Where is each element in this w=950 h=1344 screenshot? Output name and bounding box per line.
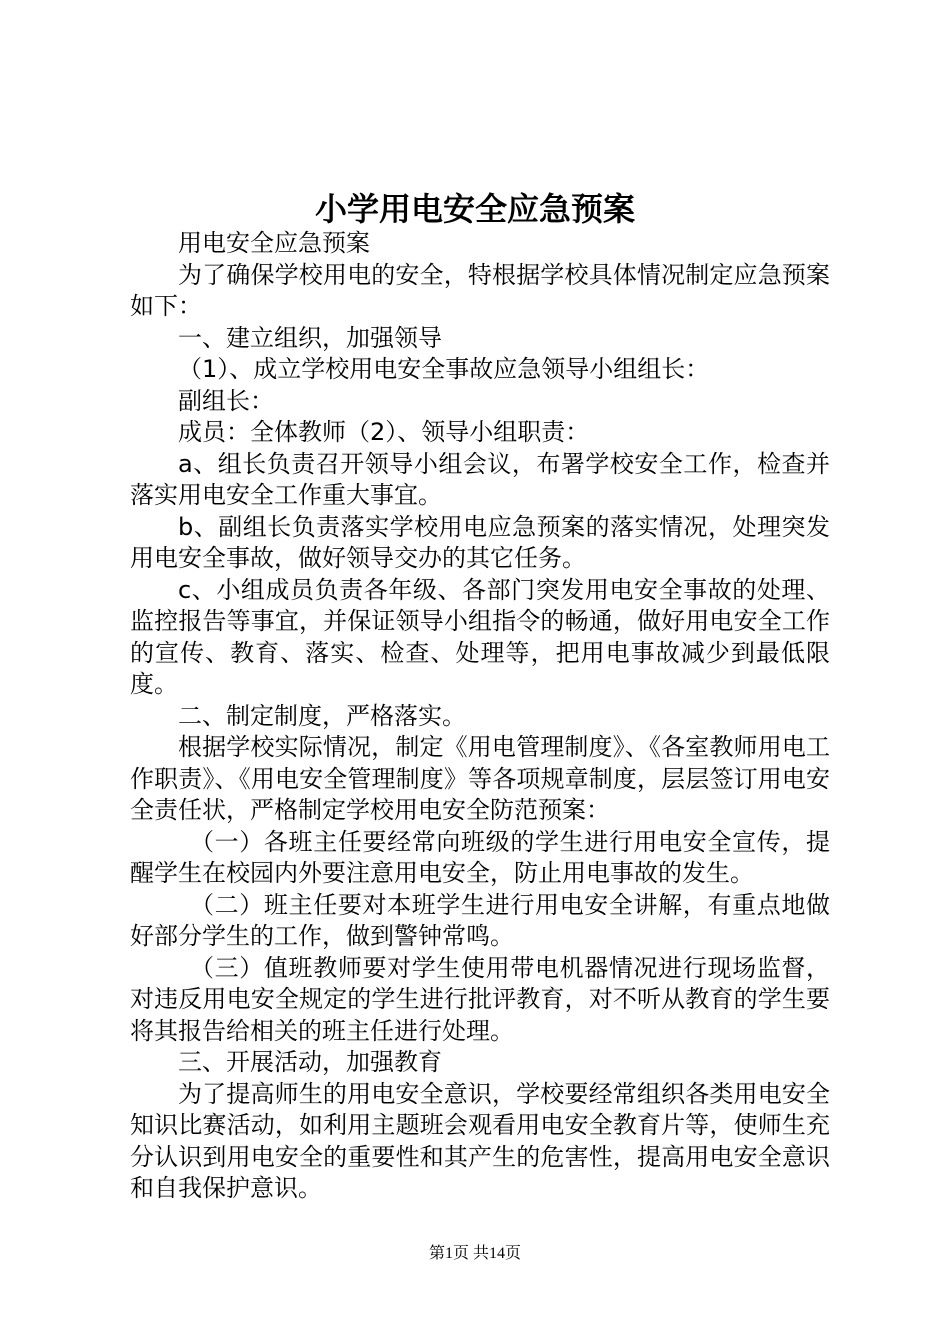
paragraph: 为了提高师生的用电安全意识，学校要经常组织各类用电安全知识比赛活动，如利用主题班会观看用电安全教育片等，使师生充分认识到用电安全的重要性和其产生的危害性，提高用电安全意识和自我保护意识。 [130,1079,830,1202]
paragraph: （一）各班主任要经常向班级的学生进行用电安全宣传，提醒学生在校园内外要注意用电安全，防止用电事故的发生。 [130,827,830,887]
paragraph: （三）值班教师要对学生使用带电机器情况进行现场监督，对违反用电安全规定的学生进行批评教育，对不听从教育的学生要将其报告给相关的班主任进行处理。 [130,953,830,1045]
paragraph: （二）班主任要对本班学生进行用电安全讲解，有重点地做好部分学生的工作，做到警钟常鸣。 [130,890,830,950]
document-title: 小学用电安全应急预案 [314,190,635,228]
paragraph: 副组长： [178,386,274,415]
paragraph: 二、制定制度，严格落实。 [178,701,466,730]
page-number-footer: 第1页 共14页 [428,1245,521,1262]
paragraph: a、组长负责召开领导小组会议，布署学校安全工作，检查并落实用电安全工作重大事宜。 [130,449,830,509]
paragraph: 根据学校实际情况，制定《用电管理制度》、《各室教师用电工作职责》、《用电安全管理制度》等各项规章制度，层层签订用电安全责任状，严格制定学校用电安全防范预案： [130,733,830,824]
paragraph: 三、开展活动，加强教育 [178,1048,442,1076]
paragraph: 为了确保学校用电的安全，特根据学校具体情况制定应急预案如下： [130,260,830,320]
paragraph: 一、建立组织，加强领导 [178,323,442,352]
paragraph: 用电安全应急预案 [178,229,370,257]
paragraph: （1）、成立学校用电安全事故应急领导小组组长： [178,355,710,383]
paragraph: c、小组成员负责各年级、各部门突发用电安全事故的处理、监控报告等事宜，并保证领导小组指令的畅通，做好用电安全工作的宣传、教育、落实、检查、处理等，把用电事故减少到最低限度。 [130,575,830,698]
paragraph: 成员：全体教师（2）、领导小组职责： [178,418,590,446]
document-body [130,228,830,1205]
paragraph: b、副组长负责落实学校用电应急预案的落实情况，处理突发用电安全事故，做好领导交办的其它任务。 [130,512,830,572]
